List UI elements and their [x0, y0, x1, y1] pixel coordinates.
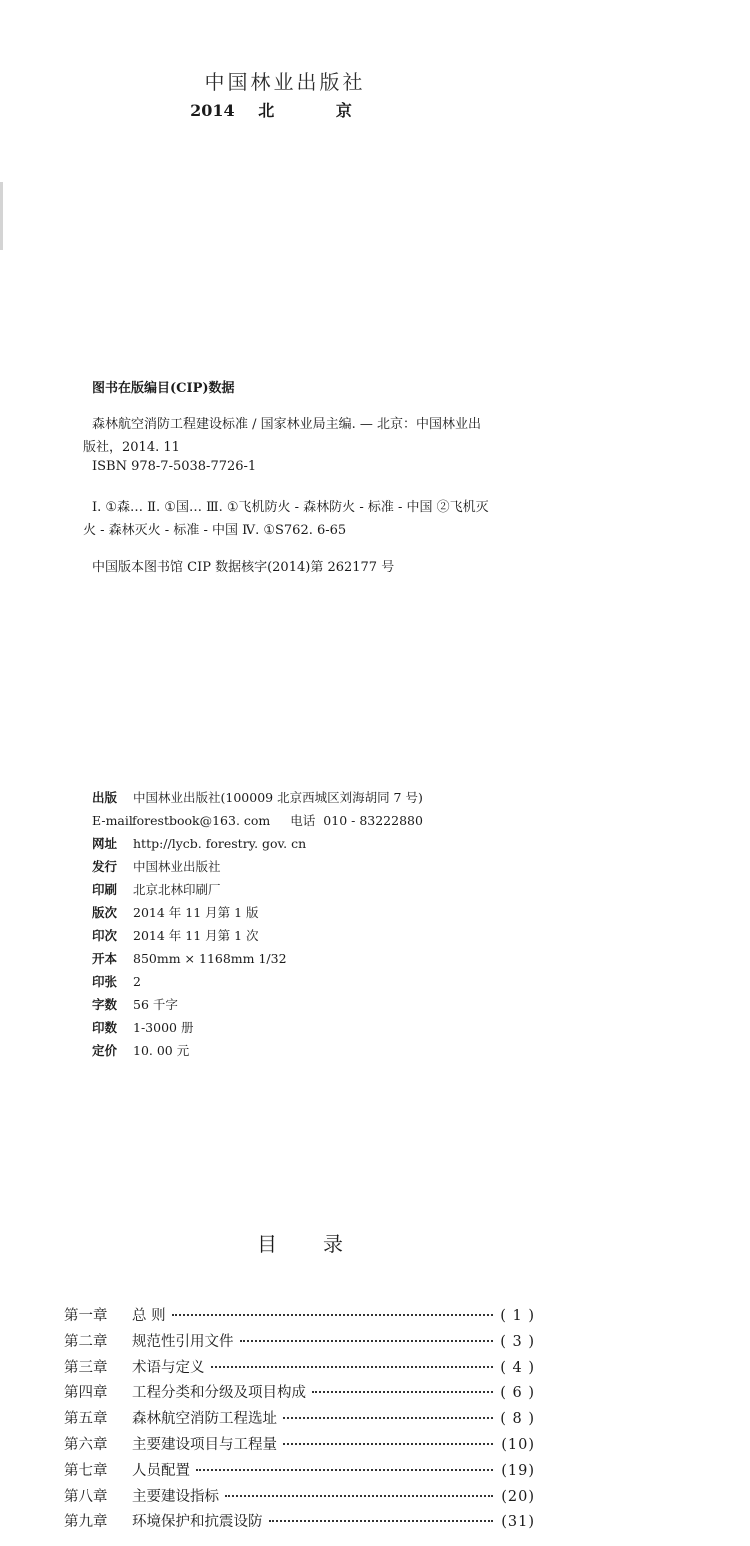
- toc-leader-dots: [283, 1443, 493, 1445]
- info-label: 印次: [92, 928, 118, 943]
- toc-entry[interactable]: [64, 1459, 535, 1485]
- page-edge-mark: [0, 182, 3, 250]
- toc-entry[interactable]: [64, 1485, 535, 1511]
- info-value: 2: [133, 974, 141, 989]
- toc-chapter-title: 森林航空消防工程选址: [132, 1411, 277, 1428]
- info-label: 字数: [92, 997, 118, 1012]
- cip-classification-line-2: 火 - 森林灭火 - 标准 - 中国 Ⅳ. ①S762. 6-65: [83, 523, 347, 538]
- info-label: 印数: [92, 1020, 118, 1035]
- info-label: 发行: [92, 859, 118, 874]
- publication-year-city: [0, 98, 570, 121]
- toc-leader-dots: [225, 1495, 493, 1497]
- info-row-distribution: [92, 855, 423, 878]
- phone-value: 010 - 83222880: [323, 813, 423, 828]
- toc-entry[interactable]: [64, 1510, 535, 1536]
- toc-chapter-title: 环境保护和抗震设防: [132, 1514, 263, 1531]
- info-row-sheets: [92, 970, 423, 993]
- toc-leader-dots: [312, 1391, 493, 1393]
- toc-entry[interactable]: [64, 1356, 535, 1382]
- toc-page-number: ( 4 ): [500, 1359, 535, 1376]
- toc-page-number: (31): [501, 1514, 535, 1531]
- info-value: 10. 00 元: [133, 1043, 190, 1058]
- info-row-website: [92, 832, 423, 855]
- toc-page-number: ( 8 ): [500, 1411, 535, 1428]
- table-of-contents: [64, 1304, 535, 1536]
- toc-title: 目录: [257, 1232, 389, 1256]
- info-row-print-run: [92, 1016, 423, 1039]
- toc-chapter-title: 术语与定义: [132, 1359, 205, 1376]
- toc-entry[interactable]: [64, 1381, 535, 1407]
- toc-chapter-number: 第五章: [64, 1411, 108, 1428]
- toc-chapter-title: 工程分类和分级及项目构成: [132, 1385, 306, 1402]
- info-label: 印张: [92, 974, 118, 989]
- toc-chapter-title: 总 则: [132, 1308, 166, 1324]
- cip-record-number: 中国版本图书馆 CIP 数据核字(2014)第 262177 号: [92, 560, 395, 575]
- cip-isbn: ISBN 978-7-5038-7726-1: [92, 459, 257, 474]
- info-row-impression: [92, 924, 423, 947]
- info-value: 56 千字: [133, 997, 178, 1012]
- toc-chapter-number: 第八章: [64, 1488, 108, 1505]
- info-label: 网址: [92, 836, 118, 851]
- info-row-email: [92, 809, 423, 832]
- toc-chapter-number: 第九章: [64, 1514, 108, 1531]
- info-label: 印刷: [92, 882, 118, 897]
- toc-chapter-title: 人员配置: [132, 1462, 190, 1479]
- email-value: forestbook@163. com: [132, 813, 271, 828]
- toc-entry[interactable]: [64, 1407, 535, 1433]
- toc-leader-dots: [196, 1469, 493, 1471]
- info-label: 定价: [92, 1043, 118, 1058]
- toc-chapter-title: 规范性引用文件: [132, 1333, 234, 1350]
- toc-chapter-number: 第六章: [64, 1436, 108, 1453]
- toc-chapter-title: 主要建设项目与工程量: [132, 1436, 277, 1453]
- info-row-word-count: [92, 993, 423, 1016]
- toc-page-number: (10): [501, 1436, 535, 1453]
- toc-page-number: ( 1 ): [500, 1308, 535, 1324]
- cip-description-line-2: 版社，2014. 11: [83, 440, 180, 455]
- info-row-edition: [92, 901, 423, 924]
- toc-page-number: (19): [501, 1462, 535, 1479]
- toc-leader-dots: [240, 1340, 494, 1342]
- info-label: E-mail: [92, 813, 133, 828]
- cip-description-line-1: 森林航空消防工程建设标准 / 国家林业局主编. — 北京：中国林业出: [92, 417, 482, 432]
- phone-label: 电话: [290, 813, 316, 828]
- info-value: 北京北林印刷厂: [133, 882, 221, 897]
- cip-classification-line-1: Ⅰ. ①森… Ⅱ. ①国… Ⅲ. ①飞机防火 - 森林防火 - 标准 - 中国 ②飞机灭: [92, 500, 489, 515]
- toc-leader-dots: [211, 1366, 494, 1368]
- publication-city: 北 京: [258, 101, 380, 120]
- info-label: 版次: [92, 905, 118, 920]
- toc-leader-dots: [172, 1314, 493, 1316]
- publication-info: [92, 786, 423, 1062]
- toc-chapter-number: 第三章: [64, 1359, 108, 1376]
- publication-year: 2014: [190, 101, 235, 120]
- info-value: 中国林业出版社(100009 北京西城区刘海胡同 7 号): [133, 790, 423, 805]
- toc-chapter-number: 第七章: [64, 1462, 108, 1479]
- info-value: 2014 年 11 月第 1 次: [133, 928, 259, 943]
- info-label: 出版: [92, 790, 118, 805]
- toc-leader-dots: [283, 1417, 493, 1419]
- toc-entry[interactable]: [64, 1433, 535, 1459]
- toc-entry[interactable]: [64, 1330, 535, 1356]
- cip-heading: 图书在版编目(CIP)数据: [92, 381, 235, 396]
- toc-chapter-title: 主要建设指标: [132, 1488, 219, 1505]
- info-row-publisher: [92, 786, 423, 809]
- info-row-printer: [92, 878, 423, 901]
- info-value: 2014 年 11 月第 1 版: [133, 905, 259, 920]
- toc-entry[interactable]: [64, 1304, 535, 1330]
- info-row-format: [92, 947, 423, 970]
- toc-chapter-number: 第一章: [64, 1308, 108, 1324]
- info-value: 中国林业出版社: [133, 859, 221, 874]
- website-value: http://lycb. forestry. gov. cn: [133, 836, 307, 851]
- toc-chapter-number: 第二章: [64, 1333, 108, 1350]
- toc-page-number: ( 3 ): [500, 1333, 535, 1350]
- publisher-name: 中国林业出版社: [204, 70, 366, 94]
- toc-page-number: ( 6 ): [500, 1385, 535, 1402]
- info-row-price: [92, 1039, 423, 1062]
- info-value: 850mm × 1168mm 1/32: [133, 951, 287, 966]
- info-value: 1-3000 册: [133, 1020, 194, 1035]
- toc-leader-dots: [269, 1520, 494, 1522]
- toc-chapter-number: 第四章: [64, 1385, 108, 1402]
- info-label: 开本: [92, 951, 118, 966]
- toc-page-number: (20): [501, 1488, 535, 1505]
